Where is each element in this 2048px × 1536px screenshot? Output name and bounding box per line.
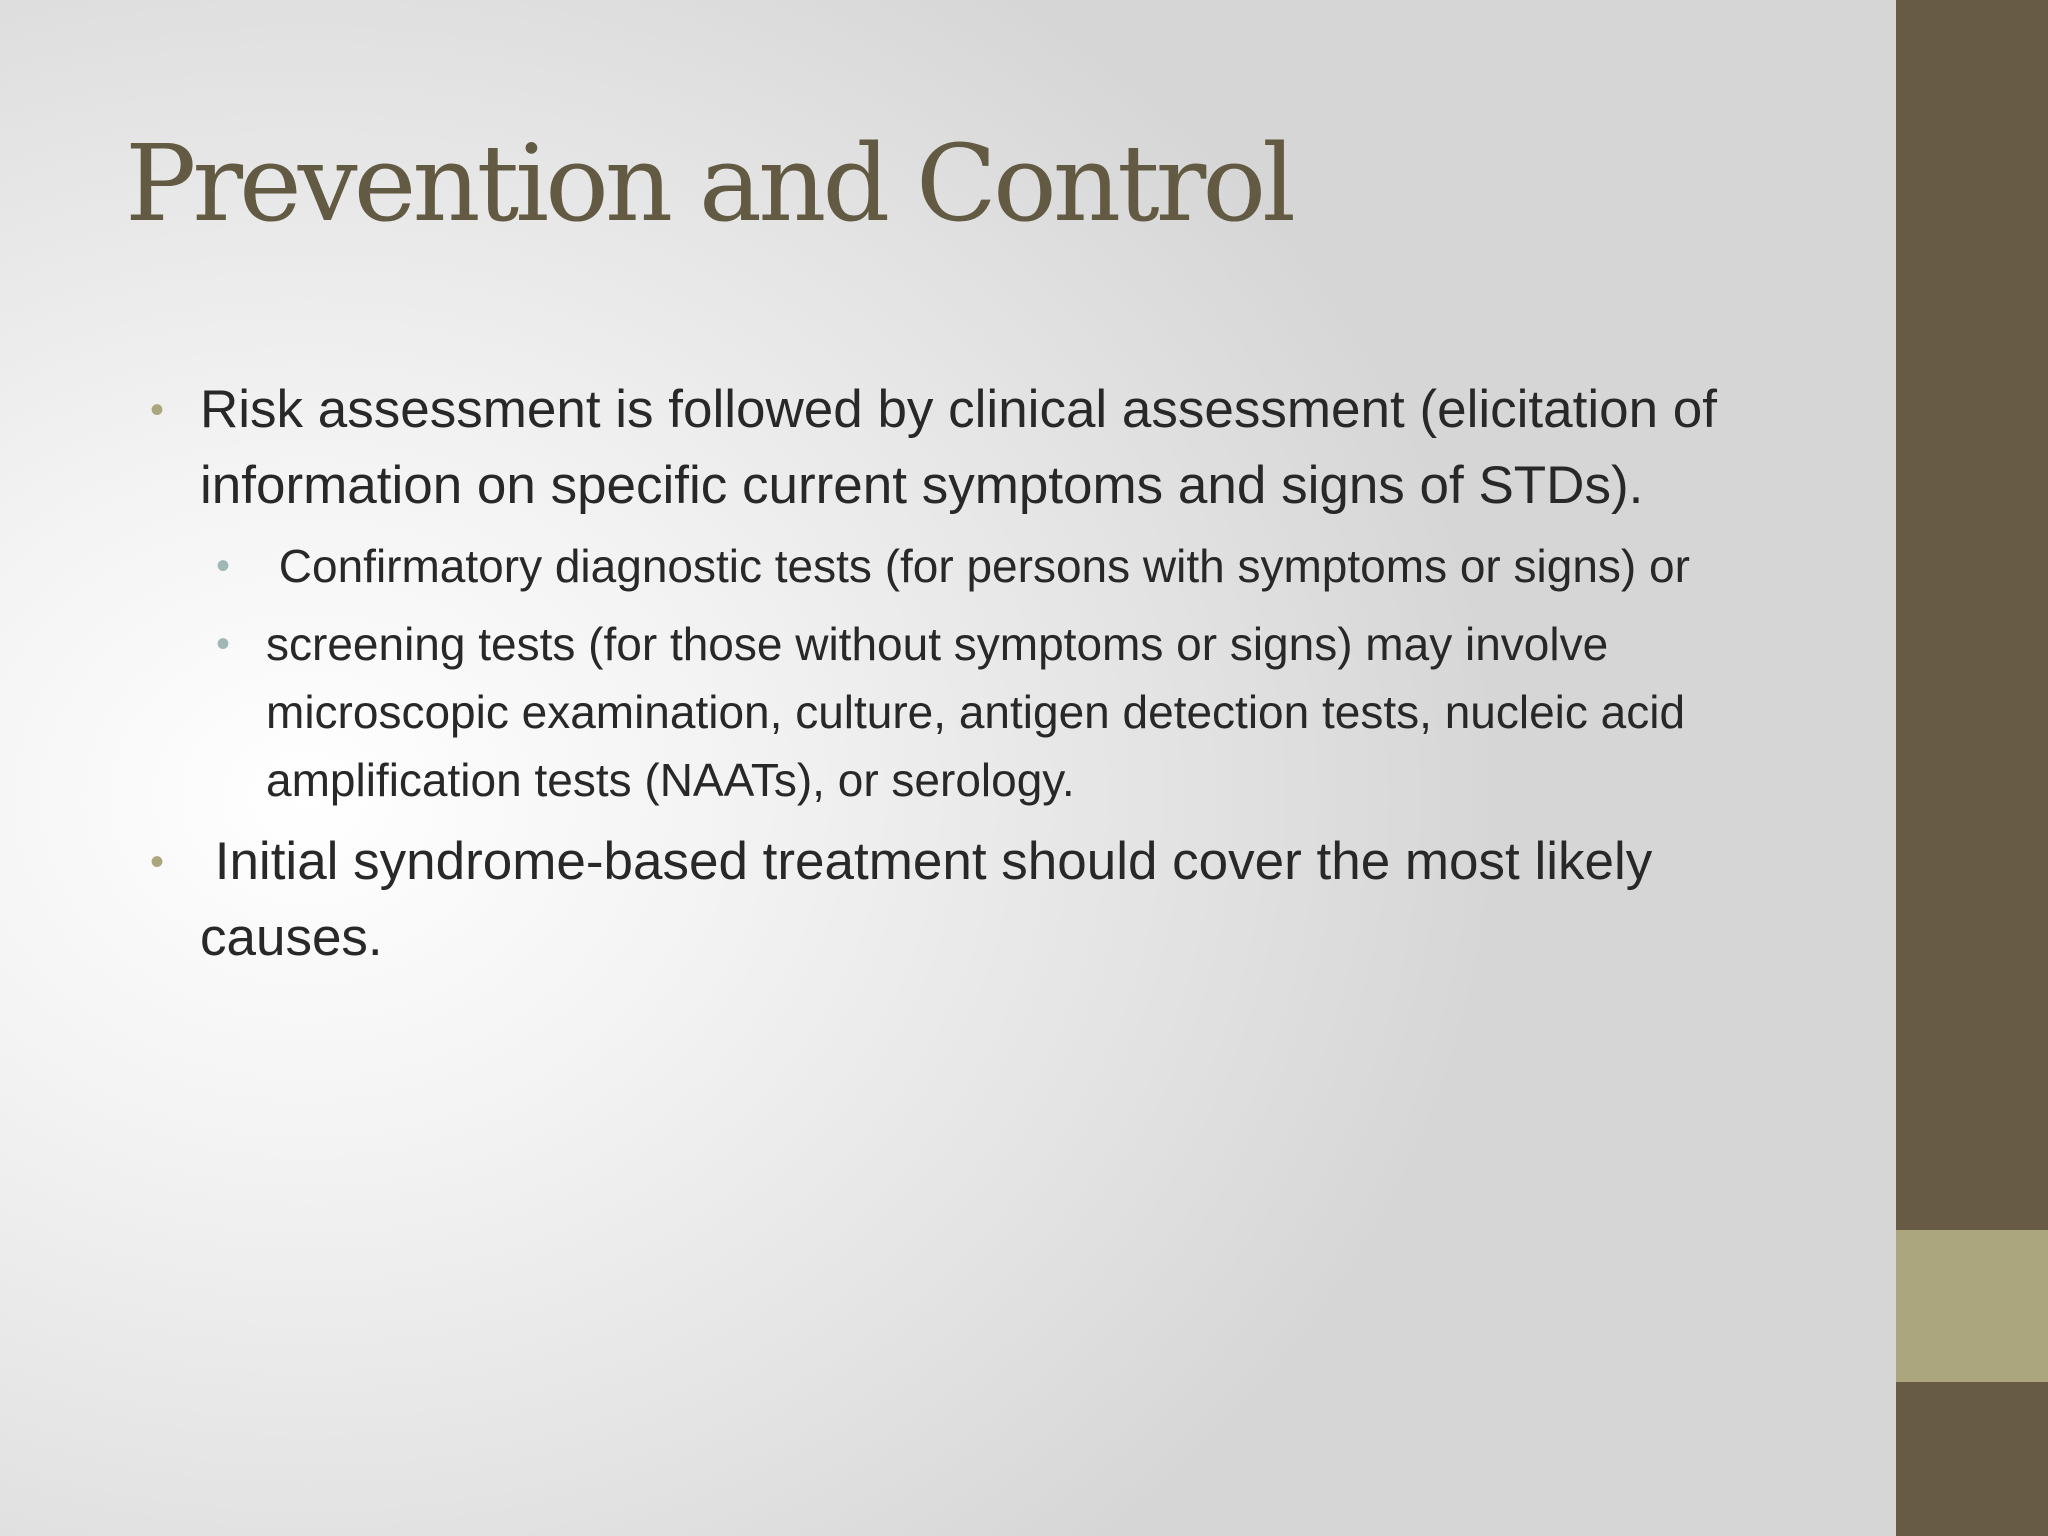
bullet-text: Initial syndrome-based treatment should cover the most likely causes. — [200, 832, 1668, 967]
bullet-icon: • — [216, 622, 231, 666]
sub-bullet-item-confirmatory-tests — [216, 532, 1810, 600]
bullet-item-risk-assessment — [150, 372, 1810, 524]
bullet-list — [150, 372, 1810, 984]
bullet-icon: • — [150, 388, 165, 432]
bullet-icon: • — [216, 544, 231, 588]
bullet-item-initial-treatment — [150, 824, 1810, 976]
bullet-text: screening tests (for those without symptoms or signs) may involve microscopic examination, culture, antigen detection tests, nucleic acid amplification tests (NAATs), or serology. — [266, 618, 1698, 806]
bullet-text: Risk assessment is followed by clinical assessment (elicitation of information on specific current symptoms and signs of STDs). — [200, 380, 1732, 515]
bullet-icon: • — [150, 840, 165, 884]
sub-bullet-item-screening-tests — [216, 610, 1810, 814]
side-decoration-accent — [1896, 1230, 2048, 1382]
slide-title: Prevention and Control — [125, 122, 1293, 245]
bullet-text: Confirmatory diagnostic tests (for persons with symptoms or signs) or — [266, 540, 1690, 592]
